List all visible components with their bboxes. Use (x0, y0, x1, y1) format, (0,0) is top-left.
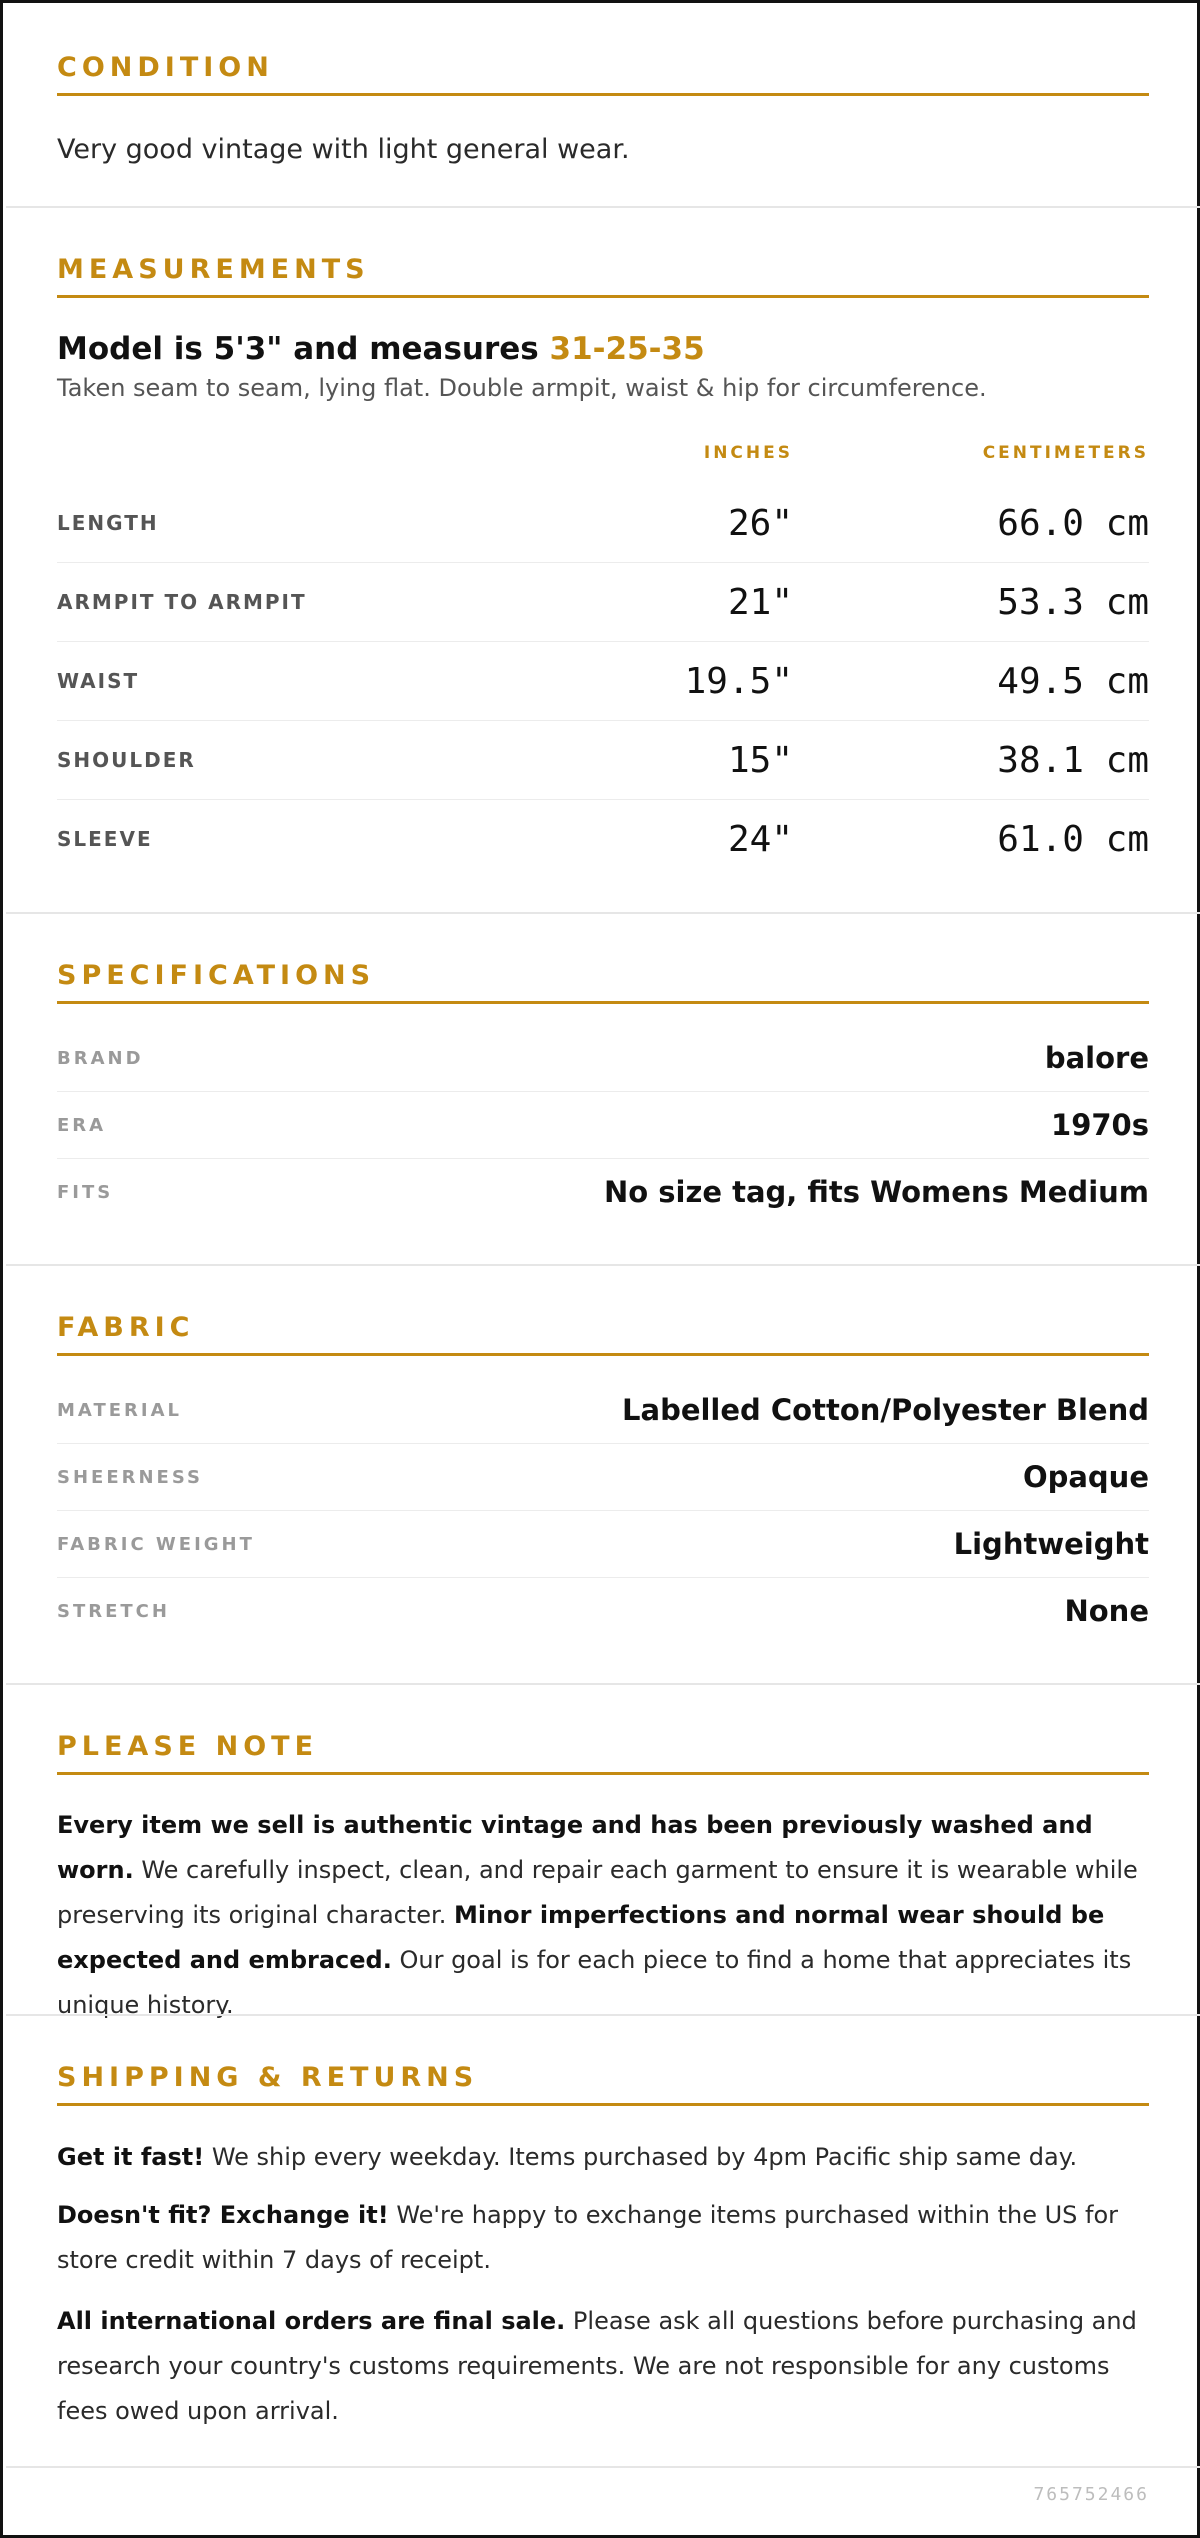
measurement-label: SHOULDER (57, 748, 196, 772)
measurement-inches: 15" (727, 740, 793, 781)
fabric-label: SHEERNESS (57, 1467, 203, 1488)
fabric-label: FABRIC WEIGHT (57, 1534, 255, 1555)
measurement-inches: 21" (727, 582, 793, 623)
specifications-section (6, 912, 1200, 1264)
model-measure-numbers: 31-25-35 (549, 331, 705, 367)
model-prefix: Model is 5'3" and measures (57, 331, 550, 367)
model-measurements (57, 328, 705, 370)
condition-section (6, 6, 1200, 206)
measurement-label: LENGTH (57, 511, 159, 535)
product-id: 765752466 (1033, 2484, 1149, 2505)
measurements-heading: MEASUREMENTS (57, 252, 1149, 298)
measurements-table (57, 484, 1149, 881)
fabric-value: Lightweight (953, 1527, 1149, 1561)
please-note-heading: PLEASE NOTE (57, 1729, 1149, 1775)
measurement-label: ARMPIT TO ARMPIT (57, 590, 307, 614)
please-note-text (57, 1803, 1149, 2028)
spec-value: balore (1044, 1041, 1149, 1075)
measurement-cm: 49.5 cm (997, 661, 1149, 702)
measurement-cm: 53.3 cm (997, 582, 1149, 623)
spec-value: 1970s (1051, 1108, 1149, 1142)
specifications-heading: SPECIFICATIONS (57, 958, 1149, 1004)
shipping-returns-section (6, 2014, 1200, 2466)
list-item (57, 1092, 1149, 1159)
please-note-section (6, 1683, 1200, 2019)
fabric-label: STRETCH (57, 1601, 170, 1622)
measurement-label: SLEEVE (57, 827, 153, 851)
shipping-bold-1: Get it fast! (57, 2143, 205, 2171)
shipping-paragraph-3 (57, 2299, 1149, 2434)
list-item (57, 1511, 1149, 1578)
shipping-text-2: We're happy to exchange items purchased within the US for store credit within 7 days of receipt. (57, 2201, 1119, 2274)
fabric-heading: FABRIC (57, 1310, 1149, 1356)
specifications-list (57, 1025, 1149, 1226)
shipping-bold-3: All international orders are final sale. (57, 2307, 566, 2335)
condition-heading: CONDITION (57, 50, 1149, 96)
measurement-cm: 61.0 cm (997, 819, 1149, 860)
fabric-list (57, 1377, 1149, 1645)
measurement-method-note: Taken seam to seam, lying flat. Double armpit, waist & hip for circumference. (57, 374, 987, 402)
note-text-2: Our goal is for each piece to find a home that appreciates its unique history. (57, 1946, 1132, 2019)
list-item (57, 1159, 1149, 1226)
table-row (57, 563, 1149, 642)
column-header-inches: INCHES (703, 443, 793, 463)
shipping-paragraph-1 (57, 2135, 1149, 2180)
fabric-section (6, 1264, 1200, 1683)
measurement-column-headers (57, 443, 1149, 467)
table-row (57, 484, 1149, 563)
fabric-label: MATERIAL (57, 1400, 182, 1421)
list-item (57, 1025, 1149, 1092)
list-item (57, 1377, 1149, 1444)
footer (6, 2466, 1200, 2535)
measurement-label: WAIST (57, 669, 140, 693)
model-info (57, 328, 1149, 418)
measurement-cm: 38.1 cm (997, 740, 1149, 781)
table-row (57, 800, 1149, 879)
column-header-centimeters: CENTIMETERS (982, 443, 1149, 463)
note-bold-2: Minor imperfections and normal wear should be expected and embraced. (57, 1901, 1105, 1974)
measurement-inches: 26" (727, 503, 793, 544)
table-row (57, 721, 1149, 800)
fabric-value: Labelled Cotton/Polyester Blend (622, 1393, 1149, 1427)
measurement-inches: 19.5" (684, 661, 793, 702)
spec-label: ERA (57, 1115, 107, 1136)
shipping-returns-heading: SHIPPING & RETURNS (57, 2060, 1149, 2106)
measurement-inches: 24" (727, 819, 793, 860)
shipping-bold-2: Doesn't fit? Exchange it! (57, 2201, 389, 2229)
measurements-section (6, 206, 1200, 912)
spec-value: No size tag, fits Womens Medium (603, 1175, 1149, 1209)
measurement-cm: 66.0 cm (997, 503, 1149, 544)
fabric-value: Opaque (1022, 1460, 1149, 1494)
condition-text: Very good vintage with light general wear. (57, 134, 630, 165)
shipping-text-1: We ship every weekday. Items purchased by 4pm Pacific ship same day. (204, 2143, 1078, 2171)
list-item (57, 1444, 1149, 1511)
spec-label: FITS (57, 1182, 114, 1203)
list-item (57, 1578, 1149, 1645)
note-bold-1: Every item we sell is authentic vintage and has been previously washed and worn. (57, 1811, 1093, 1884)
table-row (57, 642, 1149, 721)
spec-label: BRAND (57, 1048, 144, 1069)
shipping-text-3: Please ask all questions before purchasing and research your country's customs requirements. We are not responsible for any customs fees owed upon arrival. (57, 2307, 1137, 2425)
shipping-paragraph-2 (57, 2193, 1149, 2283)
note-text-1: We carefully inspect, clean, and repair each garment to ensure it is wearable while preserving its original character. (57, 1856, 1138, 1929)
fabric-value: None (1064, 1594, 1149, 1628)
